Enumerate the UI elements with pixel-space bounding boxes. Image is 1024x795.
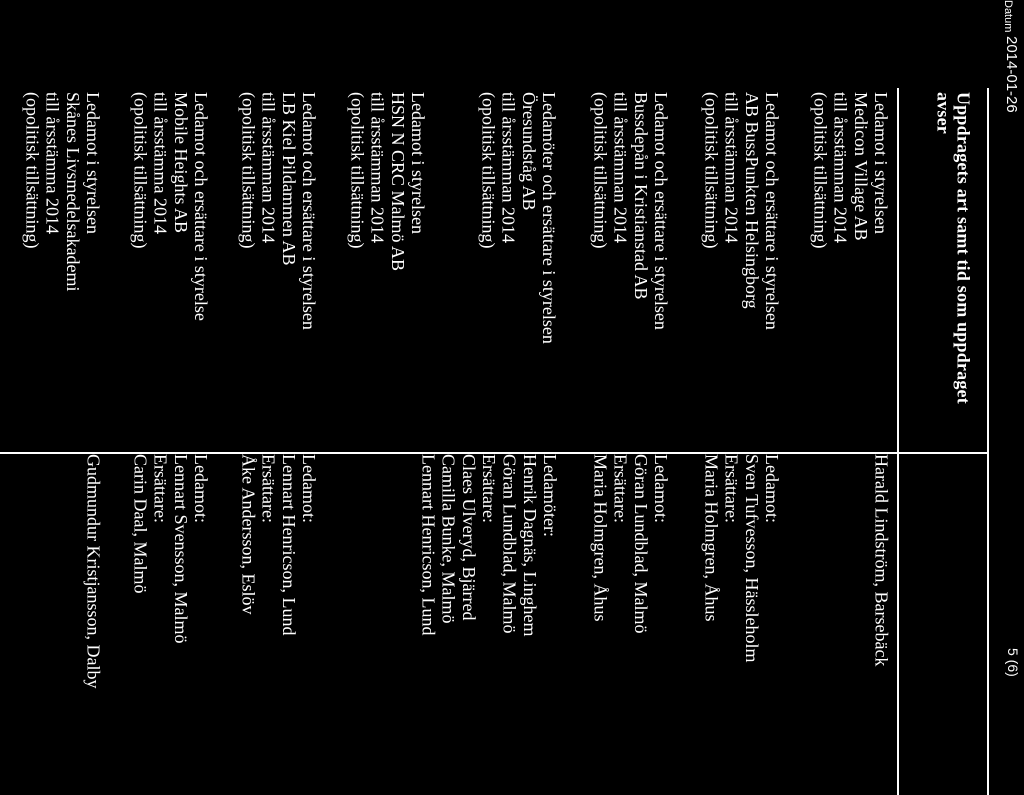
- person-line: Ersättare:: [258, 454, 279, 523]
- person-line: Ersättare:: [479, 454, 500, 523]
- person-line: Carin Daal, Malmö: [130, 454, 151, 594]
- table-row-assignment: [130, 92, 211, 321]
- table-row-persons: [238, 454, 319, 635]
- assignment-line: Ledamot i styrelsen: [871, 92, 892, 234]
- person-line: Göran Lundblad, Malmö: [630, 454, 651, 634]
- table-row-persons: [701, 454, 782, 663]
- assignment-line: Skånes Livsmedelsakademi: [62, 92, 83, 292]
- person-line: Claes Ulveryd, Bjärred: [458, 454, 479, 621]
- assignment-line: till årsstämman 2014: [830, 92, 851, 243]
- assignment-line: Mobile Heights AB: [170, 92, 191, 234]
- heading-line: avser: [933, 92, 954, 134]
- assignment-line: (opolitisk tillsättning): [347, 92, 368, 249]
- person-line: Henrik Dagnäs, Linghem: [519, 454, 540, 637]
- assignment-line: HSN N CRC Malmö AB: [387, 92, 408, 272]
- person-line: Ledamöter:: [540, 454, 561, 537]
- table-row-assignment: [478, 92, 559, 344]
- assignment-line: Medicon Village AB: [850, 92, 871, 241]
- person-line: Ledamot:: [191, 454, 212, 523]
- person-line: Ledamot:: [762, 454, 783, 523]
- assignment-line: Ledamot och ersättare i styrelsen: [299, 92, 320, 330]
- table-row-assignment: [22, 92, 103, 291]
- assignment-line: till årsstämman 2014: [258, 92, 279, 243]
- assignment-line: (opolitisk tillsättning): [810, 92, 831, 249]
- assignment-line: Ledamot och ersättare i styrelsen: [651, 92, 672, 330]
- table-row-assignment: [701, 92, 782, 330]
- table-row-assignment: [810, 92, 891, 249]
- assignment-line: Bussdepån i Kristianstad AB: [630, 92, 651, 300]
- table-row-assignment: [347, 92, 428, 271]
- table-row-persons: [130, 454, 211, 643]
- person-line: Lennart Henricson, Lund: [278, 454, 299, 636]
- person-line: Lennart Svensson, Malmö: [170, 454, 191, 644]
- assignment-line: Ledamot i styrelsen: [83, 92, 104, 234]
- heading-divider: [897, 88, 899, 795]
- person-line: Camilla Bunke, Malmö: [438, 454, 459, 624]
- assignment-line: till årsstämman 2014: [498, 92, 519, 243]
- assignment-line: Ledamot och ersättare i styrelse: [191, 92, 212, 321]
- person-line: Ledamot:: [299, 454, 320, 523]
- assignment-line: AB BussPunkten Helsingborg: [741, 92, 762, 309]
- person-line: Göran Lundblad, Malmö: [499, 454, 520, 634]
- assignment-line: (opolitisk tillsättning): [238, 92, 259, 249]
- person-line: Maria Holmgren, Åhus: [701, 454, 722, 622]
- assignment-line: till årsstämman 2014: [367, 92, 388, 243]
- table-heading: [933, 92, 974, 404]
- heading-line: Uppdragets art samt tid som uppdraget: [953, 92, 974, 404]
- page-number: 5 (6): [1005, 648, 1021, 677]
- date-value: 2014-01-26: [1003, 36, 1020, 113]
- person-line: Maria Holmgren, Åhus: [590, 454, 611, 622]
- table-row-assignment: [238, 92, 319, 330]
- assignment-line: LB Kiel Pildammen AB: [278, 92, 299, 266]
- assignment-line: (opolitisk tillsättning): [22, 92, 43, 249]
- assignment-line: till årsstämman 2014: [721, 92, 742, 243]
- person-line: Sven Tufvesson, Hässleholm: [741, 454, 762, 663]
- person-line: Ersättare:: [150, 454, 171, 523]
- assignment-line: (opolitisk tillsättning): [130, 92, 151, 249]
- assignment-line: (opolitisk tillsättning): [701, 92, 722, 249]
- assignment-line: till årsstämma 2014: [42, 92, 63, 234]
- assignment-line: (opolitisk tillsättning): [590, 92, 611, 249]
- table-row-persons: [83, 454, 103, 688]
- assignment-line: Ledamot i styrelsen: [408, 92, 429, 234]
- person-line: Ersättare:: [721, 454, 742, 523]
- assignment-line: Ledamot och ersättare i styrelsen: [762, 92, 783, 330]
- table-row-persons: [590, 454, 671, 633]
- date-label: Datum: [1002, 0, 1014, 33]
- person-line: Åke Andersson, Eslöv: [238, 454, 259, 615]
- assignment-line: Ledamöter och ersättare i styrelsen: [539, 92, 560, 344]
- table-border-right: [987, 88, 989, 795]
- table-row-assignment: [590, 92, 671, 330]
- table-row-persons: [418, 454, 560, 636]
- person-line: Harald Lindström, Barsebäck: [871, 454, 892, 667]
- person-line: Gudmundur Kristjansson, Dalby: [83, 454, 104, 689]
- assignment-line: (opolitisk tillsättning): [478, 92, 499, 249]
- assignment-line: till årsstämman 2014: [610, 92, 631, 243]
- person-line: Ledamot:: [651, 454, 672, 523]
- person-line: Lennart Henricson, Lund: [418, 454, 439, 636]
- assignment-line: till årsstämma 2014: [150, 92, 171, 234]
- person-line: Ersättare:: [610, 454, 631, 523]
- table-row-persons: [871, 454, 891, 666]
- assignment-line: Öresundståg AB: [518, 92, 539, 211]
